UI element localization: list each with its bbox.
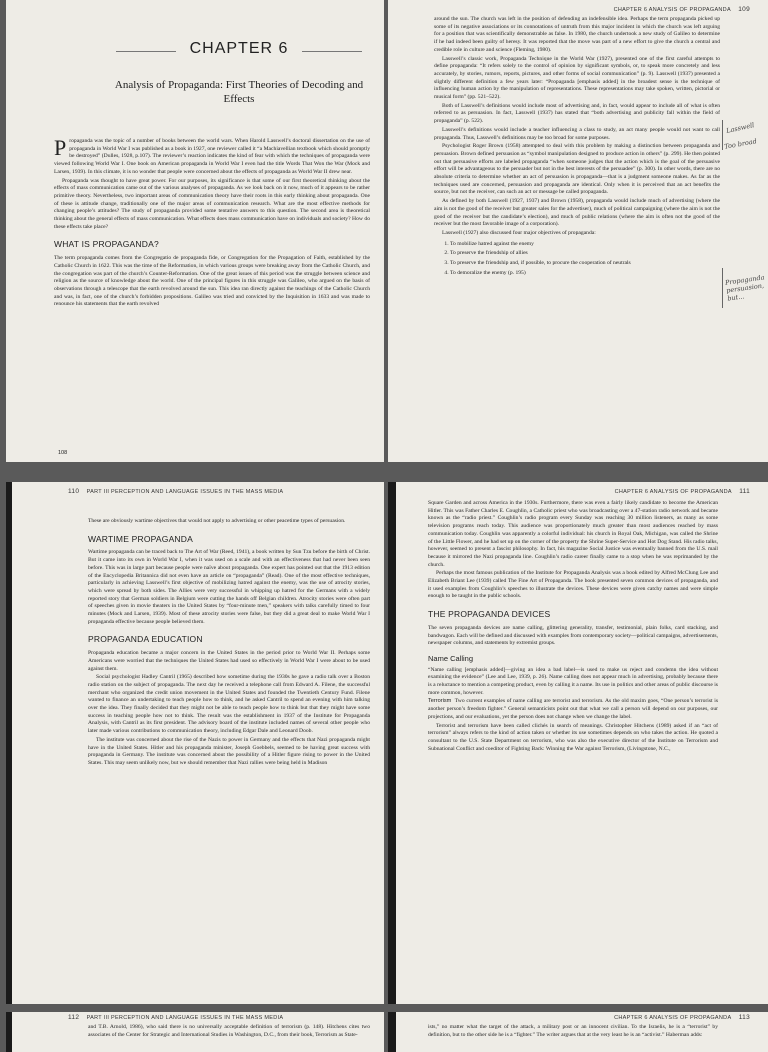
page-number: 111 (739, 488, 750, 495)
handwritten-note: Lasswell (725, 121, 755, 135)
chapter-title: Analysis of Propaganda: First Theories of Decoding and Effects (114, 79, 364, 105)
handwritten-note: Too broad (723, 137, 758, 151)
drop-cap: P (54, 135, 67, 160)
page-111-text (428, 500, 718, 754)
subsection-heading: Name Calling (428, 653, 474, 663)
paragraph-text: Two current examples of name calling are terrorist and terrorism. As the old maxim goes, “One person’s terrorist is another person’s freedom fighter.” General semanticists point out that what we call a person will depend on our purposes, our projections, and our evaluations, yet the person does not change when we change the label. (428, 698, 719, 720)
paragraph: “Name calling [emphasis added]—giving an idea a bad label—is used to make us reject and condemn the idea without examining the evidence” (Lee and Lee, 1939, p. 26). Name calling does not appear much in advertising, probably because there is a reluctance to mention a competing product, even by calling it a name. Its use in politics and other areas of public discourse is more common, however. (428, 666, 718, 696)
section-heading: PROPAGANDA EDUCATION (88, 634, 203, 645)
binding-shadow (388, 1012, 396, 1052)
page-112-text (88, 1024, 370, 1040)
page-108 (6, 0, 384, 462)
page-112 (6, 1012, 384, 1052)
paragraph: Social psychologist Hadley Cantril (1965) described how sometime during the 1930s he gave a radio talk over a Boston radio station on the subject of propaganda. The next day he received a telephone call from Edward A. Filene, the successful merchant who organized the credit union movement in the United States and founded the Twentieth Century Fund. Filene wanted to finance an undertaking to teach people how to think, and he asked Cantril to spend an evening with him talking over the idea. They finally decided that they might not be able to teach people how to think but that they might have some success in teaching people how not to think. The result was the establishment in 1937 of the Institute for Propaganda Analysis, with Cantril as its first president. The advisory board of the institute included names of several other people who later made various contributions to communication theory, including Edgar Dale and Leonard Doob. (88, 674, 370, 735)
paragraph: Wartime propaganda can be traced back to The Art of War (Reed, 1941), a book written by Sun Tzu before the birth of Christ. But it came into its own in World War I, when it was used on a scale and with an effectiveness that had never been seen before. This was in large part because people were naïve about propaganda. One expert has pointed out that the 1913 edition of the Encyclopedia Britannica did not even have an article on “propaganda” (Read). One of the most effective techniques, particularly in achieving Lasswell’s first objective of mobilizing hatred against the enemy, was the use of atrocity stories, which were spread by both sides. The Allies were very successful in whipping up hatred for the Germans with a widely reported story that German soldiers in Belgium were cutting the hands off Belgian children. Atrocity stories were often part of speeches given in movie theaters in the United States by “four-minute men,” speakers with talks carefully timed to four minutes (Mock and Larsen, 1939). Most of these atrocity stories were false, but they did a great deal to make World War I propaganda effective because people believed them. (88, 549, 370, 625)
binding-shadow (6, 482, 12, 1004)
paragraph: Propaganda education became a major concern in the United States in the period prior to World War II. Perhaps some Americans were worried that the techniques the United States had used so effectively in World War I were about to be used against them. (88, 650, 370, 672)
paragraph: Terrorist and terrorism have been called clichés in search of meanings. Christopher Hitchens (1989) asked if an “act of terrorism” always refers to the kind of action taken or whether its use sometimes depends on who takes the action. He quoted a consultant to the U.S. State Department on terrorism, who was also the executive director of the Institute on Terrorism and Subnational Conflict and coeditor of Fighting Back: Winning the War against Terrorism, (Livingstone, N.C., (428, 722, 718, 752)
paragraph: As defined by both Lasswell (1927, 1937) and Brown (1958), propaganda would include much of advertising (where the aim is not the good of the receiver but greater sales for the advertiser), much of political campaigning (where the aim is not the good of the receiver but the candidate’s election), and much of public relations (where the aim is often not the good of the receiver but the most favorable image of a corporation). (434, 198, 720, 228)
paragraph: ists,” no matter what the target of the attack, a military post or an innocent civilian. To the Israelis, he is a “terrorist” by definition, but to the other side he is a “fighter.” The writer argues that at the very least he is an “activist.” Haberman adds: (428, 1024, 718, 1038)
paragraph: Propaganda was thought to have great power. For our purposes, its significance is that some of our first theoretical thinking about the effects of mass communication came out of the various analyses of propaganda. As we look back on it now, much of it appears to be rather primitive theory. Nevertheless, two important areas of communication theory have their roots in this early thinking about propaganda. One of these is attitude change, traditionally one of the major areas of communication research. What are the most effective methods for changing people’s attitudes? The study of propaganda provided some tentative answers to this question. The second area is theoretical thinking about the general effects of mass communication. What effects does mass communication have on individuals and society? How do these effects take place? (54, 177, 370, 230)
margin-bracket (722, 268, 723, 308)
running-head-text: CHAPTER 6 ANALYSIS OF PROPAGANDA (613, 7, 731, 13)
page-110-text (88, 518, 370, 769)
list-item: 1. To mobilize hatred against the enemy (450, 241, 720, 249)
paragraph: The institute was concerned about the rise of the Nazis to power in Germany and the effects that Nazi propaganda might have in the United States. Hitler and his propaganda minister, Joseph Goebbels, seemed to be having great success with propaganda in Germany. The institute was concerned about the possibility of a Hitler figure rising to power in the United States. This may seem unlikely now, but we should remember that Nazi rallies were being held in Madison (88, 736, 370, 766)
running-head (615, 488, 750, 495)
paragraph: Square Garden and across America in the 1930s. Furthermore, there was even a fairly likely candidate to become the American Hitler. This was Father Charles E. Coughlin, a Catholic priest who was broadcasting over a 47-station radio network and became known as the “radio priest.” Coughlin’s radio program every Sunday was reaching 30 million listeners, as many as some television programs reach today. This audience was proportionately much greater than most audiences reached by mass communication today. Coughlin was apparently a colorful individual: his church in Royal Oak, Michigan, was called the Shrine of the Little Flower, and he had set up on the corner of the property the Shrine Super-Service and Hot Dog Stand. His radio talks, however, seemed to present a fascist philosophy. In fact, his magazine Social Justice was eventually banned from the U.S. mail because it mirrored the Nazi propaganda line. Coughlin’s radio career finally came to a stop when he was reprimanded by the church. (428, 500, 718, 568)
paragraph (428, 698, 718, 721)
paragraph: Psychologist Roger Brown (1958) attempted to deal with this problem by making a distinction between propaganda and persuasion. Brown defined persuasion as “symbol manipulation designed to produce action in others” (p. 299). He then pointed out that persuasive efforts are labeled propaganda “when someone judges that the action which is the goal of the persuasive effort will be advantageous to the persuader but not in the best interests of the persuadee” (p. 300). In other words, there are no absolute criteria to determine whether an act of persuasion is propaganda—that is a judgment someone makes. As far as the techniques used are concerned, persuasion and propaganda are identical. Only when it is perceived that an act benefits the source, but not the receiver, can such an act or message be called propaganda. (434, 143, 720, 196)
paragraph: The seven propaganda devices are name calling, glittering generality, transfer, testimonial, plain folks, card stacking, and bandwagon. Each will be defined and discussed with examples from contemporary society—political campaigns, advertisements, newspaper columns, and statements by extremist groups. (428, 624, 718, 647)
paragraph: Perhaps the most famous publication of the Institute for Propaganda Analysis was a book edited by Alfred McClung Lee and Elizabeth Briant Lee (1939) called The Fine Art of Propaganda. The book presented seven common devices of propaganda, and it used examples from Coughlin’s speeches to illustrate the devices. These devices were given catchy names and were simple enough to be taught in the public schools. (428, 570, 718, 600)
section-heading: WHAT IS PROPAGANDA? (54, 239, 159, 250)
running-head-text: CHAPTER 6 ANALYSIS OF PROPAGANDA (614, 1015, 732, 1021)
running-head (68, 1014, 283, 1021)
chapter-label: CHAPTER 6 (189, 40, 289, 57)
section-heading: WARTIME PROPAGANDA (88, 533, 193, 544)
list-item: 2. To preserve the friendship of allies (450, 250, 720, 258)
page-number: 109 (738, 6, 750, 13)
running-head (68, 488, 283, 495)
running-head-text: PART III PERCEPTION AND LANGUAGE ISSUES IN THE MASS MEDIA (86, 1015, 284, 1021)
page-number: 113 (738, 1014, 750, 1021)
paragraph: These are obviously wartime objectives that would not apply to advertising or other peacetime types of persuasion. (88, 518, 346, 524)
paragraph: and T.B. Arnold, 1986), who said there is no universally acceptable definition of terrorism (p. 148). Hitchens cites two associates of the Center for Strategic and International Studies in Washington, D.C., from their book, Terrorism as State- (88, 1024, 370, 1038)
chapter-rule-right (302, 51, 362, 52)
page-number: 110 (68, 488, 80, 495)
section-heading: THE PROPAGANDA DEVICES (428, 609, 551, 620)
page-113 (388, 1012, 768, 1052)
list-item: 3. To preserve the friendship and, if possible, to procure the cooperation of neutrals (450, 260, 720, 268)
page-113-text (428, 1024, 718, 1040)
page-109 (388, 0, 768, 462)
page-111 (388, 482, 768, 1004)
intro-paragraph (54, 135, 370, 177)
running-head (614, 1014, 750, 1021)
list-item: 4. To demoralize the enemy (p. 195) (450, 270, 720, 278)
page-110 (6, 482, 384, 1004)
running-head-text: CHAPTER 6 ANALYSIS OF PROPAGANDA (614, 489, 732, 495)
paragraph: Lasswell (1927) also discussed four major objectives of propaganda: (442, 229, 596, 236)
paragraph: Lasswell’s classic work, Propaganda Technique in the World War (1927), presented one of the first careful attempts to define propaganda: “It refers solely to the control of opinion by significant symbols, or, to speak more concretely and less accurately, by stories, rumors, reports, pictures, and other forms of social communication” (p. 9). Lasswell (1937) presented a slightly different definition a few years later: “Propaganda [emphasis added] in the broadest sense is the technique of influencing human action by the manipulation of representations. These representations may take spoken, written, pictorial or musical form” (pp. 521–522). (434, 55, 720, 101)
run-in-heading: Terrorism (428, 698, 452, 705)
page-109-text (434, 16, 720, 281)
binding-shadow (6, 1012, 12, 1052)
page-108-text (54, 135, 370, 310)
paragraph: Lasswell’s definitions would include a teacher influencing a class to study, an act many people would not want to call propaganda. Thus, Lasswell’s definitions may be too broad for some purposes. (434, 126, 720, 141)
page-number: 112 (68, 1014, 80, 1021)
handwritten-note: Propaganda persuasion, but... (724, 273, 765, 303)
intro-text: ropaganda was the topic of a number of books between the world wars. When Harold Lasswell’s doctoral dissertation on the use of propaganda in World War I was published as a book in 1927, one reviewer called it “a Machiavellian textbook which should promptly be destroyed” (Dulles, 1928, p.107). The reviewer’s reaction indicates the kind of fear with which the techniques of propaganda were viewed following World War I. One book on American propaganda in World War I even had the title Words That Won the War (Mock and Larsen, 1939). In this climate, it is no wonder that people were concerned about the effects of propaganda as World War II drew near. (54, 138, 370, 175)
binding-shadow (388, 482, 396, 1004)
paragraph: around the sun. The church was left in the position of defending an indefensible idea. Perhaps the term propaganda picked up some of its negative associations or its connotations of untruth from this major incident in which the church was left arguing for a position that was scientifically demonstrable as false. In 1980, the church undertook a new study of Galileo to determine if he had indeed been guilty of heresy. It was reported that the move was part of a new effort to give the church a central and credible role in culture and science (Fleming, 1980). (434, 16, 720, 53)
running-head (614, 6, 750, 13)
objectives-list (434, 241, 720, 278)
margin-bracket (722, 120, 723, 150)
page-number: 108 (58, 450, 68, 456)
paragraph: The term propaganda comes from the Congregatio de propaganda fide, or Congregation for the Propagation of Faith, established by the Catholic Church in 1622. This was the time of the Reformation, in which various groups were breaking away from the Catholic Church, and the congregation was part of the church’s Counter-Reformation. One of the great issues of this period was the struggle between science and religion as the source of knowledge about the world. One of the principal figures in this struggle was Galileo, who argued on the basis of observations through a telescope that the earth revolved around the sun. This idea ran directly against the teachings of the Catholic Church and was, in fact, one of the church’s forbidden propositions. Galileo was tried and convicted by the Inquisition in 1633 and was made to renounce his statements that the earth revolved (54, 255, 370, 308)
running-head-text: PART III PERCEPTION AND LANGUAGE ISSUES IN THE MASS MEDIA (86, 489, 284, 495)
paragraph: Both of Lasswell’s definitions would include most of advertising and, in fact, would appear to include all of what is often referred to as persuasion. In fact, Lasswell (1937) has stated that “both advertising and publicity fall within the field of propaganda” (p. 522). (434, 102, 720, 125)
